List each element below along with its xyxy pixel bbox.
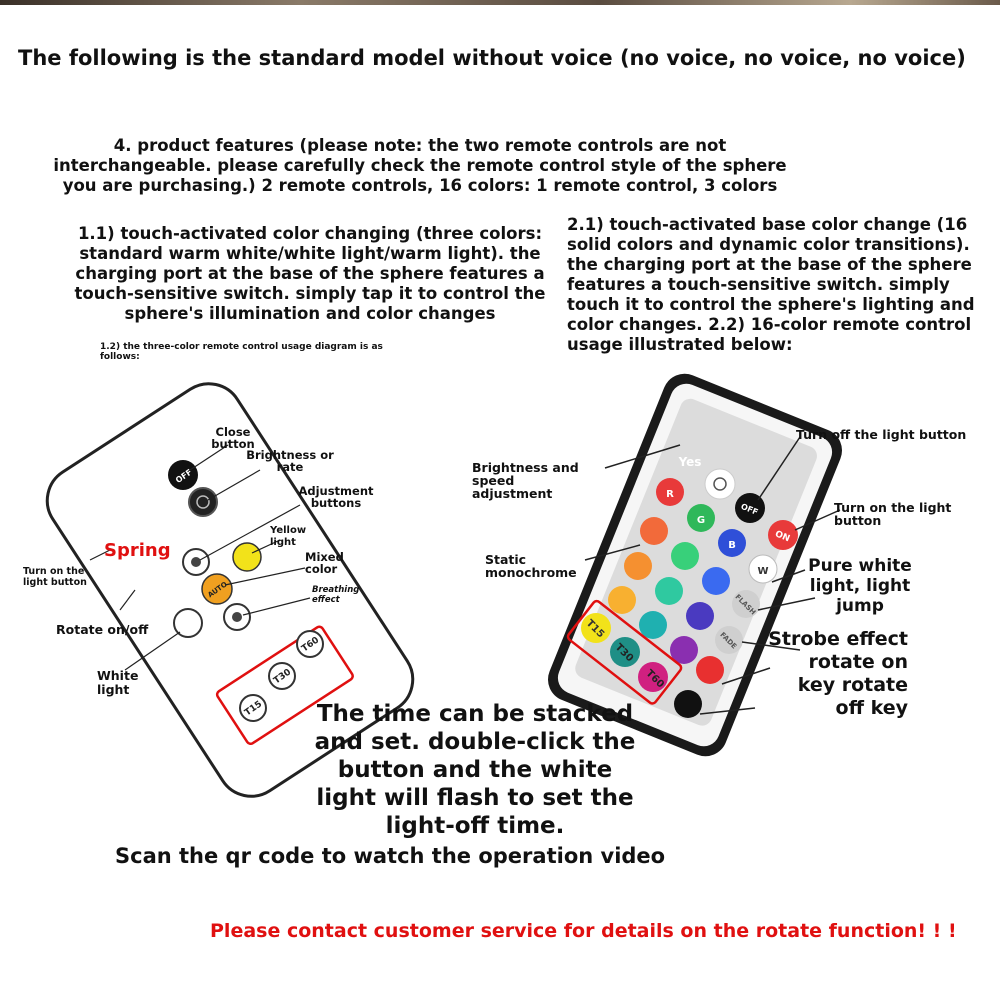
right-desc-line-1: 2.1) touch-activated base color change (16 [567,215,968,234]
label-purewhite-line-2: light, light [809,576,911,596]
left-note-line-2: follows: [100,352,140,362]
sixteen-b-label: B [728,540,736,551]
label-strobe-rotate [768,628,908,720]
stack-note-line-1: The time can be stacked [316,701,634,727]
label-brightness-line-1: Brightness or [246,448,334,462]
label-purewhite-line-3: jump [836,596,884,616]
sixteen-flash-label: FLASH [733,592,758,617]
three-color-t15-label: T15 [243,699,265,719]
label-strobe-line: Strobe effect [768,628,908,650]
headline: The following is the standard model without voice (no voice, no voice, no voice) [18,46,966,70]
label-rotate-line-1: rotate on [808,651,908,673]
sixteen-fade-label: FADE [718,630,739,651]
label-brightness-line-2: rate [276,460,304,474]
label-turnon-line-1: Turn on the [23,566,85,577]
color-key-7[interactable] [608,586,636,614]
label-close-button [205,426,261,450]
label-spring: Spring [104,540,171,561]
label-pure-white [800,556,920,616]
three-color-yellow-key[interactable] [233,543,261,571]
breathing-sun-icon [232,612,242,622]
left-desc-line-5: sphere's illumination and color changes [124,304,496,323]
label-close-line-1: Close [215,425,251,439]
three-color-auto-key-label: AUTO [206,580,229,600]
label-turnon16-line-2: button [834,513,882,528]
label-mixed-line-1: Mixed [305,550,344,564]
right-desc-line-4: features a touch-sensitive switch. simply [567,275,950,294]
label-turn-off-light-button: Turn off the light button [796,427,967,442]
three-color-t60-label: T60 [300,635,322,655]
label-static-line-1: Static [485,552,527,567]
left-note-line-1: 1.2) the three-color remote control usage diagram is as [100,342,383,352]
label-static-monochrome [485,553,585,579]
label-adjust-line-2: buttons [310,496,362,510]
label-yellow-line-1: Yellow [270,525,307,536]
features-line-1: 4. product features (please note: the two remote controls are not [113,136,727,155]
sixteen-t15-label: T15 [583,617,607,641]
sixteen-t30-label: T30 [612,641,636,665]
label-white-light [97,669,157,697]
label-turnon-line-2: light button [23,577,87,588]
label-turn-on-light [23,566,113,588]
label-breathing-effect [312,585,372,605]
label-breathing-line-1: Breathing [312,585,360,595]
left-desc-line-4: touch-sensitive switch. simply tap it to control the [74,284,546,303]
dim-sun-icon [191,557,201,567]
label-bspeed-line-2: adjustment [472,486,553,501]
label-rotate-line-3: off key [835,697,908,719]
label-breathing-line-2: effect [312,595,340,605]
right-desc-line-3: the charging port at the base of the sphere [567,255,972,274]
sixteen-off-label: OFF [739,501,760,517]
left-desc-line-1: 1.1) touch-activated color changing (three colors: [77,224,543,243]
label-close-line-2: button [211,437,255,451]
label-adjustment-buttons [298,485,374,509]
sixteen-strobe-key[interactable] [696,656,724,684]
color-key-8[interactable] [639,611,667,639]
label-mixed-color [305,551,355,575]
three-color-off-key-label: OFF [174,467,194,486]
label-white-line-1: White [97,668,139,683]
label-rotate-on-off: Rotate on/off [56,622,149,637]
qr-video-note: Scan the qr code to watch the operation video [115,844,666,868]
right-desc-line-5: touch it to control the sphere's lighting and [567,295,975,314]
stack-note-line-5: light-off time. [385,813,565,839]
color-key-6[interactable] [686,602,714,630]
color-key-5[interactable] [655,577,683,605]
color-key-2[interactable] [671,542,699,570]
yes-text: Yes [678,455,702,469]
sixteen-r-label: R [666,489,674,500]
sixteen-on-label: ON [773,529,792,545]
right-desc-line-6: color changes. 2.2) 16-color remote control [567,315,972,334]
label-adjust-line-1: Adjustment [298,484,374,498]
label-bspeed-line-1: Brightness and speed [472,460,579,488]
three-color-brightness-key[interactable] [189,488,217,516]
label-white-line-2: light [97,682,130,697]
label-rotate-line-2: key rotate [797,674,908,696]
three-color-t30-label: T30 [272,667,294,687]
label-mixed-line-2: color [305,562,338,576]
label-yellow-line-2: light [270,537,296,548]
label-turn-on-light-16 [834,501,954,527]
color-key-1[interactable] [640,517,668,545]
sixteen-g-label: G [696,515,706,526]
label-turnon16-line-1: Turn on the light [834,500,952,515]
stack-note-line-4: light will flash to set the [316,785,634,811]
right-desc-line-7: usage illustrated below: [567,335,793,354]
stack-note-line-3: button and the white [337,757,613,783]
features-line-2: interchangeable. please carefully check the remote control style of the sphere [53,156,787,175]
label-brightness-rate [245,449,335,473]
right-desc-line-2: solid colors and dynamic color transitions). [567,235,970,254]
contact-service-note: Please contact customer service for details on the rotate function! ! ! [210,920,957,942]
timer-stack-note [290,700,660,840]
color-key-4[interactable] [624,552,652,580]
left-desc-line-3: charging port at the base of the sphere features a [75,264,545,283]
features-line-3: you are purchasing.) 2 remote controls, 16 colors: 1 remote control, 3 colors [62,176,778,195]
label-purewhite-line-1: Pure white [808,556,912,576]
sixteen-brightness-key[interactable] [705,469,735,499]
sixteen-w-label: W [757,566,769,577]
left-desc-line-2: standard warm white/white light/warm light). the [79,244,541,263]
label-static-line-2: monochrome [485,565,577,580]
label-yellow-light [270,525,320,549]
sixteen-t60-label: T60 [643,668,666,691]
stack-note-line-2: and set. double-click the [314,729,636,755]
label-brightness-speed [472,461,622,500]
color-key-3[interactable] [702,567,730,595]
sixteen-rotate-key[interactable] [674,690,702,718]
